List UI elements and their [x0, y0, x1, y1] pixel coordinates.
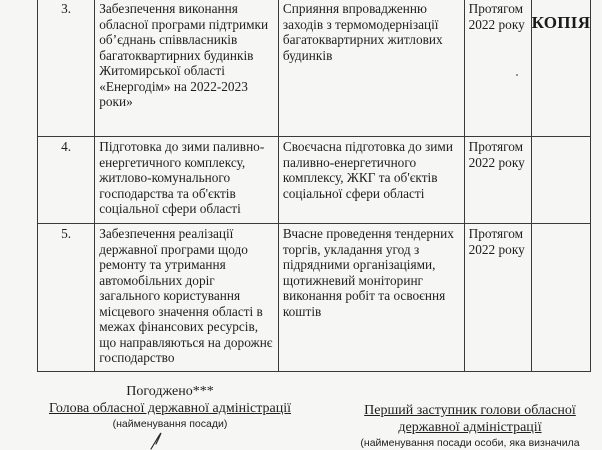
approval-position: Голова обласної державної адміністрації — [48, 401, 292, 416]
signature-mark-icon — [148, 432, 168, 450]
term-cell: Протягом 2022 року — [464, 224, 531, 372]
table-row — [38, 137, 591, 224]
task-cell: Забезпечення реалізації державної програми щодо ремонту та утримання автомобільних доріг загального користування місцевого значення області в межах фінансових ресурсів, що направляються на дорожнє господарство — [95, 224, 279, 372]
task-cell: Забезпечення виконання обласної програми підтримки об’єднань співвласників багатоквартирних будинків Житомирської області «Енергодім» на 2022-2023 роки» — [95, 0, 279, 137]
note-cell — [531, 0, 590, 137]
row-number: 3. — [38, 0, 95, 137]
row-number: 5. — [38, 224, 95, 372]
measures-table — [37, 0, 591, 372]
approval-title: Погоджено*** — [126, 384, 214, 399]
term-cell: Протягом 2022 року — [464, 0, 531, 137]
approval-block — [40, 383, 300, 431]
task-cell: Підготовка до зими паливно-енергетичного комплексу, житлово-комунального господарства та об'єктів соціальної сфери області — [95, 137, 279, 224]
signer-block — [345, 403, 595, 450]
row-number: 4. — [38, 137, 95, 224]
scan-dot — [516, 74, 518, 76]
copy-stamp: КОПІЯ — [531, 13, 591, 32]
note-cell — [531, 224, 590, 372]
measure-cell: Своєчасна підготовка до зими паливно-енергетичного комплексу, ЖКГ та об'єктів соціальної сфери області — [278, 137, 464, 224]
table-row — [38, 224, 591, 372]
approval-caption: (найменування посади) — [112, 418, 228, 430]
signer-position: Перший заступник голови обласної державної адміністрації — [364, 403, 576, 435]
signer-caption: (найменування посади особи, яка визначила — [360, 437, 580, 449]
note-cell — [531, 137, 590, 224]
table-row — [38, 0, 591, 137]
measure-cell: Вчасне проведення тендерних торгів, укладання угод з підрядними організаціями, щотижневий моніторинг виконання робіт та освоєння коштів — [278, 224, 464, 372]
measure-cell: Сприяння впровадженню заходів з термомодернізації багатоквартирних житлових будинків — [278, 0, 464, 137]
term-cell: Протягом 2022 року — [464, 137, 531, 224]
